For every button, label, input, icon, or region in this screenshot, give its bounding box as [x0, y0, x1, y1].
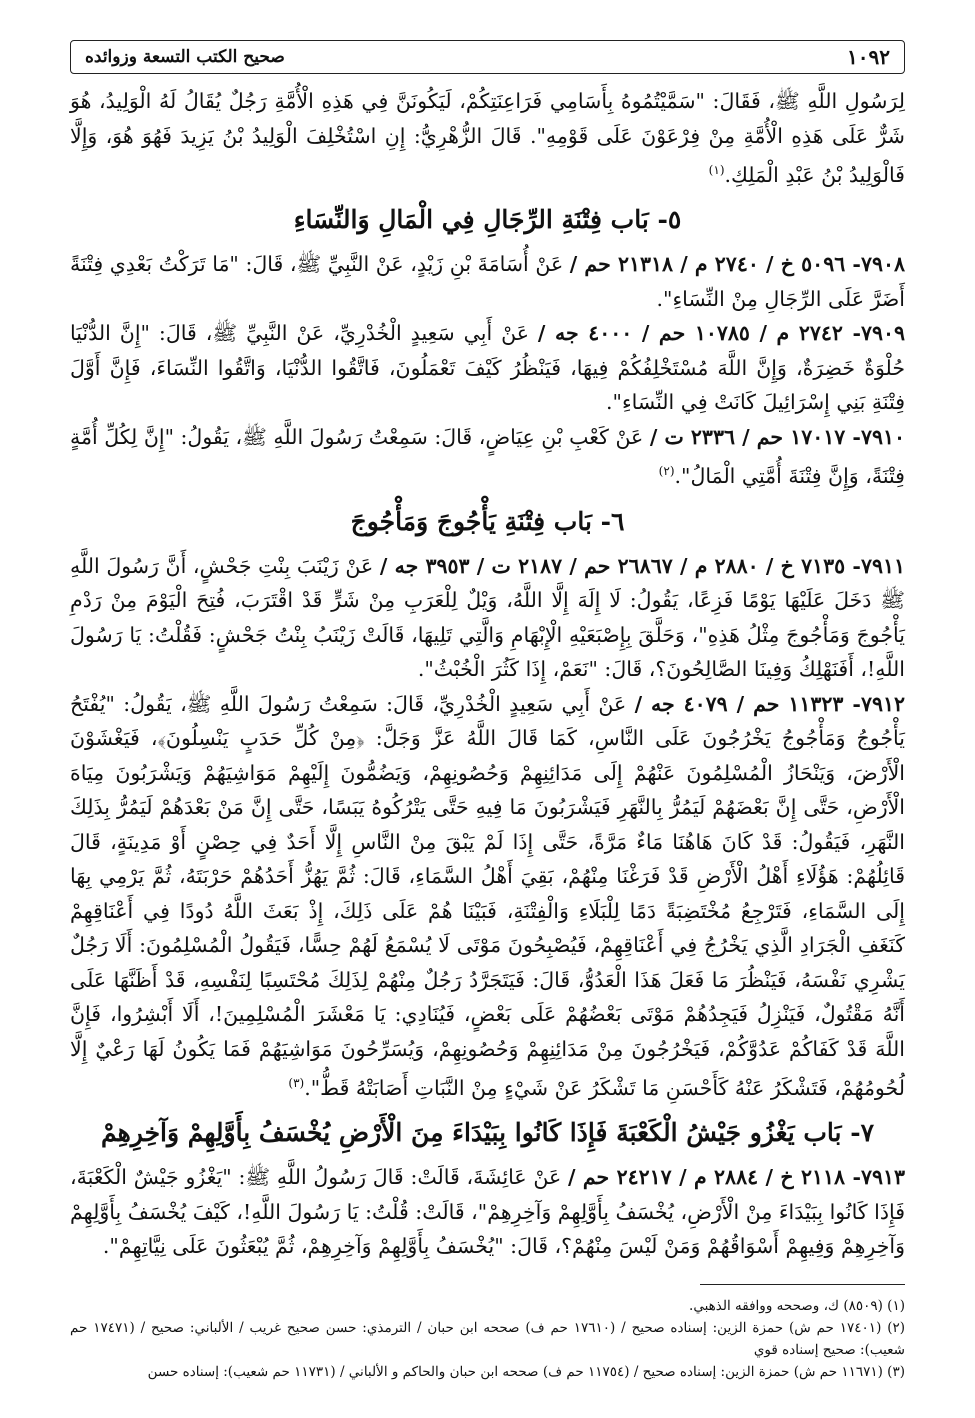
- hadith-text: عَنْ عَائِشَةَ، قَالَتْ: قَالَ رَسُولُ اللَّهِ ﷺ: "يَغْزُو جَيْشٌ الْكَعْبَةَ، فَإِذَا كَانُوا بِبَيْدَاءَ مِنْ الْأَرْضِ، يُخْسَفُ بِأَوَّلِهِمْ وَآخِرِهِمْ"، قَالَتْ: قُلْتُ: يَا رَسُولَ اللَّهِ!، كَيْفَ يُخْسَفُ بِأَوَّلِهِمْ وَآخِرِهِمْ وَفِيهِمْ أَسْوَاقُهُمْ وَمَنْ لَيْسَ مِنْهُمْ؟، قَالَ: "يُخْسَفُ بِأَوَّلِهِمْ وَآخِرِهِمْ، ثُمَّ يُبْعَثُونَ عَلَى نِيَّاتِهِمْ".: [70, 1165, 905, 1259]
- footnote-marker: (١): [708, 163, 725, 177]
- hadith-text: عَنْ أَبِي سَعِيدٍ الْخُدْرِيِّ، عَنْ النَّبِيِّ ﷺ، قَالَ: "إِنَّ الدُّنْيَا حُلْوَةٌ خَضِرَةٌ، وَإِنَّ اللَّهَ مُسْتَخْلِفُكُمْ فِيهَا، فَيَنْظُرُ كَيْفَ تَعْمَلُونَ، فَاتَّقُوا الدُّنْيَا، وَاتَّقُوا النِّسَاءَ، فَإِنَّ أَوَّلَ فِتْنَةِ بَنِي إِسْرَائِيلَ كَانَتْ فِي النِّسَاءِ".: [70, 321, 905, 415]
- chapter-heading-6: ٦- بَاب فِتْنَةِ يَأْجُوجَ وَمَأْجُوجَ: [350, 506, 625, 536]
- footnote-2: (٢) (١٧٤٠١ حم ش) حمزة الزين: إسناده صحيح / (١٧٦١٠ حم ف) صححه ابن حبان / الترمذي: حسن صحيح غريب / الألباني: صحيح / (١٧٤٧١ حم شعيب): صحيح إسناده قوي: [70, 1319, 906, 1358]
- hadith-reference: ٧٩١٠- ١٧٠١٧ حم / ٢٣٣٦ ت /: [649, 424, 905, 449]
- hadith-reference: ٧٩١٢- ١١٣٢٣ حم / ٤٠٧٩ جه /: [634, 691, 905, 716]
- paragraph-text: لِرَسُولِ اللَّهِ ﷺ، فَقَالَ: "سَمَّيْتُمُوهُ بِأَسَامِي فَرَاعِنَتِكُمْ، لَيَكُونَنَّ فِي هَذِهِ الْأُمَّةِ رَجُلٌ يُقَالُ لَهُ الْوَلِيدُ، هُوَ شَرٌّ عَلَى هَذِهِ الْأُمَّةِ مِنْ فِرْعَوْنَ عَلَى قَوْمِهِ". قَالَ الزُّهْرِيُّ: إِنِ اسْتُخْلِفَ الْوَلِيدُ بْنُ يَزِيدَ فَهُوَ هُوَ، وَإِلَّا فَالْوَلِيدُ بْنُ عَبْدِ الْمَلِكِ.: [70, 89, 905, 187]
- hadith-7912: [70, 687, 905, 1106]
- page: [70, 40, 905, 1398]
- page-body: [70, 84, 905, 1264]
- continuation-paragraph: [70, 84, 905, 192]
- hadith-text: عَنْ كَعْبِ بْنِ عِيَاضٍ، قَالَ: سَمِعْتُ رَسُولَ اللَّهِ ﷺ، يَقُولُ: "إِنَّ لِكُلِّ أُمَّةٍ فِتْنَةً، وَإِنَّ فِتْنَةَ أُمَّتِي الْمَالُ".: [70, 424, 905, 489]
- hadith-7908: [70, 247, 905, 316]
- hadith-text: عَنْ أُسَامَةَ بْنِ زَيْدٍ، عَنْ النَّبِيِّ ﷺ، قَالَ: "مَا تَرَكْتُ بَعْدِي فِتْنَةً أَضَرَّ عَلَى الرِّجَالِ مِنْ النِّسَاءِ".: [70, 252, 905, 311]
- hadith-reference: ٧٩١١- ٧١٣٥ خ / ٢٨٨٠ م / ٢٦٨٦٧ حم / ٢١٨٧ ت / ٣٩٥٣ جه /: [379, 553, 905, 578]
- chapter-heading-7: ٧- بَاب يَغْزُو جَيْشُ الْكَعْبَةَ فَإِذَا كَانُوا بِبَيْدَاءَ مِنَ الْأَرْضِ يُخْسَفُ بِأَوَّلِهِمْ وَآخِرِهِمْ: [100, 1118, 875, 1148]
- page-header: [70, 40, 905, 74]
- page-number: ١٠٩٢: [847, 45, 890, 69]
- chapter-heading-5: ٥- بَاب فِتْنَةِ الرِّجَالِ فِي الْمَالِ وَالنِّسَاءِ: [293, 205, 682, 235]
- hadith-text: عَنْ زَيْنَبَ بِنْتِ جَحْشٍ، أَنَّ رَسُولَ اللَّهِ ﷺ دَخَلَ عَلَيْهَا يَوْمًا فَزِعًا، يَقُولُ: لَا إِلَهَ إِلَّا اللَّهُ، وَيْلٌ لِلْعَرَبِ مِنْ شَرٍّ قَدْ اقْتَرَبَ، فُتِحَ الْيَوْمَ مِنْ رَدْمِ يَأْجُوجَ وَمَأْجُوجَ مِثْلُ هَذِهِ"، وَحَلَّقَ بِإِصْبَعَيْهِ الْإِبْهَامِ وَالَّتِي تَلِيهَا، قَالَتْ زَيْنَبُ بِنْتُ جَحْشٍ: فَقُلْتُ: يَا رَسُولَ اللَّهِ!، أَفَنَهْلِكُ وَفِينَا الصَّالِحُونَ؟، قَالَ: "نَعَمْ، إِذَا كَثُرَ الْخُبْثُ".: [70, 553, 905, 682]
- book-title: صحيح الكتب التسعة وزوائده: [85, 47, 285, 67]
- hadith-7913: [70, 1160, 905, 1264]
- footnote-marker: (٣): [288, 1076, 305, 1091]
- hadith-7909: [70, 316, 905, 420]
- hadith-7911: [70, 549, 905, 687]
- hadith-reference: ٧٩١٣- ٢١١٨ خ / ٢٨٨٤ م / ٢٤٢١٧ حم /: [568, 1165, 905, 1190]
- hadith-reference: ٧٩٠٩- ٢٧٤٢ م / ١٠٧٨٥ حم / ٤٠٠٠ جه /: [537, 321, 905, 346]
- footnote-1: (١) (٨٥٠٩) ك، وصححه ووافقه الذهبي.: [689, 1297, 905, 1314]
- footnote-marker: (٢): [658, 464, 675, 479]
- footnote-3: (٣) (١١٦٧١ حم ش) حمزة الزين: إسناده صحيح / (١١٧٥٤ حم ف) صححه ابن حبان والحاكم و الألباني / (١١٧٣١ حم شعيب): إسناده حسن: [147, 1363, 905, 1380]
- footnote-divider: [700, 1284, 905, 1285]
- hadith-7910: [70, 420, 905, 494]
- hadith-reference: ٧٩٠٨- ٥٠٩٦ خ / ٢٧٤٠ م / ٢١٣١٨ حم /: [569, 252, 905, 277]
- hadith-text: عَنْ أَبِي سَعِيدٍ الْخُدْرِيِّ، قَالَ: سَمِعْتُ رَسُولَ اللَّهِ ﷺ، يَقُولُ: "يُفْتَحُ يَأْجُوجُ وَمَأْجُوجُ يَخْرُجُونَ عَلَى النَّاسِ، كَمَا قَالَ اللَّهُ عَزَّ وَجَلَّ: ﴿مِنْ كُلِّ حَدَبٍ يَنْسِلُونَ﴾، فَيَغْشَوْنَ الْأَرْضَ، وَيَنْحَازُ الْمُسْلِمُونَ عَنْهُمْ إِلَى مَدَائِنِهِمْ وَحُصُونِهِمْ، وَيَضُمُّونَ إِلَيْهِمْ مَوَاشِيَهُمْ وَيَشْرَبُونَ مِيَاهَ الْأَرْضِ، حَتَّى إِنَّ بَعْضَهُمْ لَيَمُرُّ بِالنَّهَرِ فَيَشْرَبُونَ مَا فِيهِ حَتَّى يَتْرُكُوهُ يَبَسًا، حَتَّى إِنَّ مَنْ بَعْدَهُمْ لَيَمُرُّ بِذَلِكَ النَّهَرِ، فَيَقُولُ: قَدْ كَانَ هَاهُنَا مَاءٌ مَرَّةً، حَتَّى إِذَا لَمْ يَبْقَ مِنْ النَّاسِ إِلَّا أَحَدٌ فِي حِصْنٍ أَوْ مَدِينَةٍ، قَالَ قَائِلُهُمْ: هَؤُلَاءِ أَهْلُ الْأَرْضِ قَدْ فَرَغْنَا مِنْهُمْ، بَقِيَ أَهْلُ السَّمَاءِ، قَالَ: ثُمَّ يَهُزُّ أَحَدُهُمْ حَرْبَتَهُ، ثُمَّ يَرْمِي بِهَا إِلَى السَّمَاءِ، فَتَرْجِعُ مُخْتَضِبَةً دَمًا لِلْبَلَاءِ وَالْفِتْنَةِ، فَبَيْنَا هُمْ عَلَى ذَلِكَ، إِذْ بَعَثَ اللَّهُ دُودًا فِي أَعْنَاقِهِمْ كَنَغَفِ الْجَرَادِ الَّذِي يَخْرُجُ فِي أَعْنَاقِهِمْ، فَيُصْبِحُونَ مَوْتَى لَا يُسْمَعُ لَهُمْ حِسًّا، فَيَقُولُ الْمُسْلِمُونَ: أَلَا رَجُلٌ يَشْرِي نَفْسَهُ، فَيَنْظُرَ مَا فَعَلَ هَذَا الْعَدُوُّ، قَالَ: فَيَتَجَرَّدُ رَجُلٌ مِنْهُمْ لِذَلِكَ مُحْتَسِبًا لِنَفْسِهِ، قَدْ أَظَنَّهَا عَلَى أَنَّهُ مَقْتُولٌ، فَيَنْزِلُ فَيَجِدُهُمْ مَوْتَى بَعْضُهُمْ عَلَى بَعْضٍ، فَيُنَادِي: يَا مَعْشَرَ الْمُسْلِمِينَ!، أَلَا أَبْشِرُوا، فَإِنَّ اللَّهَ قَدْ كَفَاكُمْ عَدُوَّكُمْ، فَيَخْرُجُونَ مِنْ مَدَائِنِهِمْ وَحُصُونِهِمْ، وَيُسَرِّحُونَ مَوَاشِيَهُمْ فَمَا يَكُونُ لَهَا رَعْيٌ إِلَّا لُحُومُهُمْ، فَتَشْكَرُ عَنْهُ كَأَحْسَنِ مَا تَشْكَرُ عَنْ شَيْءٍ مِنْ النَّبَاتِ أَصَابَتْهُ قَطُّ".: [70, 691, 905, 1100]
